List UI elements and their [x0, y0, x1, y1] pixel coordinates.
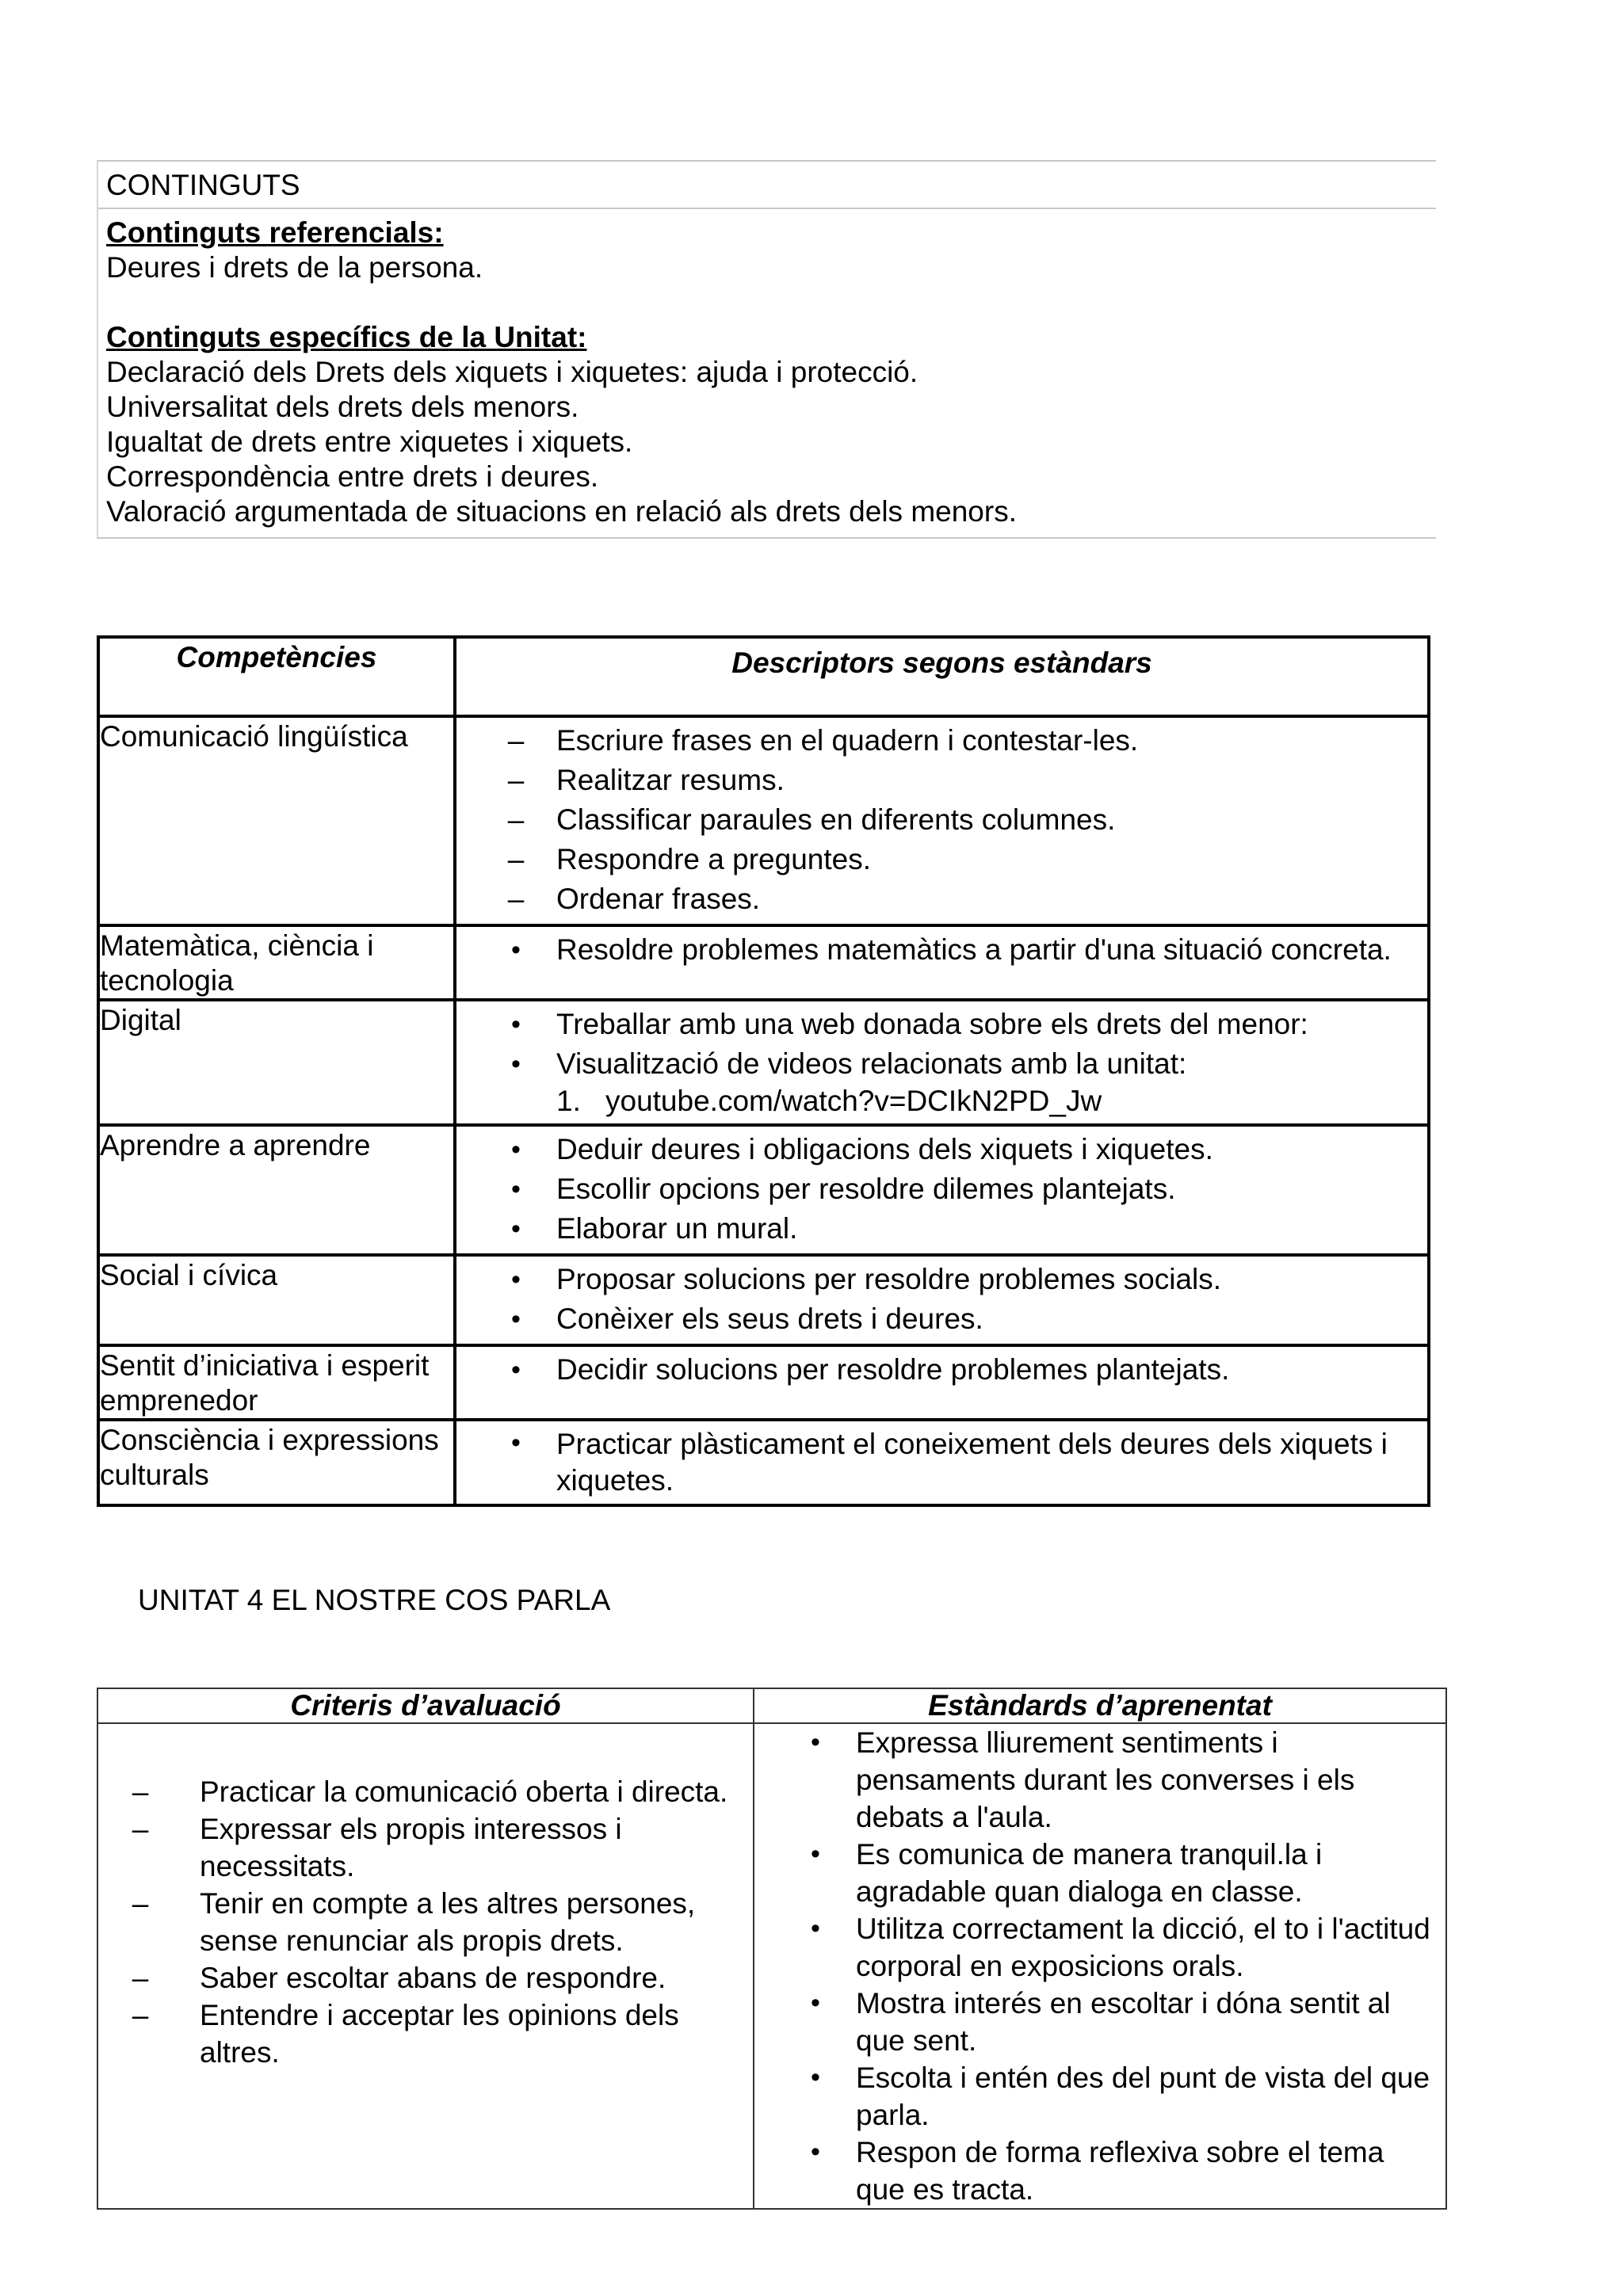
list-item: • Decidir solucions per resoldre problemes plantejats.	[456, 1350, 1427, 1390]
competence-name: Aprendre a aprendre	[98, 1125, 455, 1255]
table-row	[98, 1345, 1429, 1420]
criteris-cell	[97, 1723, 754, 2209]
bullet-marker: •	[811, 1913, 820, 1943]
bullet-marker: •	[511, 1214, 521, 1244]
descriptor-cell	[455, 925, 1429, 1000]
descriptor-cell	[455, 1000, 1429, 1125]
bullet-marker: •	[811, 2137, 820, 2167]
especific-item: Igualtat de drets entre xiquetes i xiquets.	[106, 425, 633, 458]
list-item: • Elaborar un mural.	[456, 1209, 1427, 1249]
descriptors-header: Descriptors segons estàndars	[455, 637, 1429, 716]
especifics-title: Continguts específics de la Unitat:	[106, 321, 587, 353]
bullet-marker: •	[511, 935, 521, 965]
especific-item: Universalitat dels drets dels menors.	[106, 391, 579, 423]
especific-item: Valoració argumentada de situacions en relació als drets dels menors.	[106, 495, 1017, 528]
list-item: • Deduir deures i obligacions dels xiquets i xiquetes.	[456, 1130, 1427, 1169]
descriptor-cell	[455, 1420, 1429, 1505]
dash-marker: –	[132, 1999, 149, 2031]
continguts-box	[97, 160, 1436, 539]
competencies-table	[97, 635, 1430, 1507]
list-item: • Es comunica de manera tranquil.la i agradable quan dialoga en classe.	[754, 1836, 1445, 1910]
dash-marker: –	[132, 1887, 149, 1920]
list-item: • Conèixer els seus drets i deures.	[456, 1299, 1427, 1339]
competence-name: Matemàtica, ciència i tecnologia	[98, 925, 455, 1000]
list-item: – Expressar els propis interessos i necessitats.	[98, 1810, 753, 1885]
dash-marker: –	[507, 724, 525, 757]
competence-name: Sentit d’iniciativa i esperit emprenedor	[98, 1345, 455, 1420]
dash-marker: –	[132, 1962, 149, 1994]
list-item: • Treballar amb una web donada sobre els drets del menor:	[456, 1005, 1427, 1044]
especific-item: Correspondència entre drets i deures.	[106, 460, 599, 493]
competence-name: Social i cívica	[98, 1255, 455, 1345]
bullet-marker: •	[811, 1988, 820, 2018]
continguts-body	[98, 209, 1436, 537]
competence-name: Comunicació lingüística	[98, 716, 455, 925]
dash-marker: –	[507, 764, 525, 796]
table-row	[98, 925, 1429, 1000]
descriptor-cell	[455, 1255, 1429, 1345]
list-item: – Respondre a preguntes.	[456, 840, 1427, 879]
criteria-table	[97, 1688, 1447, 2210]
competencies-header: Competències	[98, 637, 455, 716]
table-row	[98, 1255, 1429, 1345]
unit-heading: UNITAT 4 EL NOSTRE COS PARLA	[138, 1584, 611, 1616]
bullet-marker: •	[511, 1009, 521, 1039]
especific-item: Declaració dels Drets dels xiquets i xiquetes: ajuda i protecció.	[106, 356, 918, 388]
referencial-item: Deures i drets de la persona.	[106, 251, 483, 284]
referencials-title: Continguts referencials:	[106, 216, 444, 249]
continguts-header: CONTINGUTS	[98, 162, 1436, 209]
list-item: • Proposar solucions per resoldre problemes socials.	[456, 1260, 1427, 1299]
table-row	[98, 1420, 1429, 1505]
estandards-cell	[754, 1723, 1446, 2209]
list-item: – Practicar la comunicació oberta i directa.	[98, 1773, 753, 1810]
list-item: – Realitzar resums.	[456, 761, 1427, 800]
list-item: – Tenir en compte a les altres persones, sense renunciar als propis drets.	[98, 1885, 753, 1959]
list-item: • Practicar plàsticament el coneixement dels deures dels xiquets i xiquetes.	[456, 1425, 1427, 1499]
list-item: • Expressa lliurement sentiments i pensaments durant les converses i els debats a l'aula.	[754, 1724, 1445, 1836]
competence-name: Consciència i expressions culturals	[98, 1420, 455, 1505]
bullet-marker: •	[511, 1355, 521, 1385]
list-item: • Escollir opcions per resoldre dilemes plantejats.	[456, 1169, 1427, 1209]
bullet-marker: •	[511, 1264, 521, 1295]
list-item: • Respon de forma reflexiva sobre el tema que es tracta.	[754, 2134, 1445, 2208]
bullet-marker: •	[511, 1174, 521, 1204]
dash-marker: –	[507, 843, 525, 875]
bullet-marker: •	[811, 1839, 820, 1869]
descriptor-cell	[455, 716, 1429, 925]
video-link-item: 1. youtube.com/watch?v=DCIkN2PD_Jw	[556, 1085, 1102, 1117]
list-item: – Ordenar frases.	[456, 879, 1427, 919]
table-row	[98, 1000, 1429, 1125]
estandards-header: Estàndards d’aprenentat	[754, 1688, 1446, 1723]
list-item: – Entendre i acceptar les opinions dels altres.	[98, 1997, 753, 2071]
dash-marker: –	[132, 1775, 149, 1808]
bullet-marker: •	[811, 1727, 820, 1757]
table-row	[98, 1125, 1429, 1255]
video-link: youtube.com/watch?v=DCIkN2PD_Jw	[605, 1085, 1102, 1117]
list-item: – Saber escoltar abans de respondre.	[98, 1959, 753, 1997]
list-item: • Visualització de videos relacionats amb la unitat:	[456, 1044, 1427, 1084]
list-item: • Mostra interés en escoltar i dóna sentit al que sent.	[754, 1985, 1445, 2059]
list-item: • Escolta i entén des del punt de vista del que parla.	[754, 2059, 1445, 2134]
bullet-marker: •	[511, 1304, 521, 1334]
descriptor-cell	[455, 1125, 1429, 1255]
list-item: – Escriure frases en el quadern i contestar-les.	[456, 721, 1427, 761]
dash-marker: –	[507, 883, 525, 915]
bullet-marker: •	[511, 1428, 521, 1458]
bullet-marker: •	[811, 2062, 820, 2092]
competence-name: Digital	[98, 1000, 455, 1125]
descriptor-cell	[455, 1345, 1429, 1420]
list-item: – Classificar paraules en diferents columnes.	[456, 800, 1427, 840]
criteris-header: Criteris d’avaluació	[97, 1688, 754, 1723]
list-item: • Utilitza correctament la dicció, el to i l'actitud corporal en exposicions orals.	[754, 1910, 1445, 1985]
table-row	[97, 1723, 1446, 2209]
bullet-marker: •	[511, 1049, 521, 1079]
table-row	[98, 716, 1429, 925]
list-item: • Resoldre problemes matemàtics a partir d'una situació concreta.	[456, 930, 1427, 970]
table-header-row	[98, 637, 1429, 716]
table-header-row	[97, 1688, 1446, 1723]
dash-marker: –	[507, 803, 525, 836]
dash-marker: –	[132, 1813, 149, 1845]
bullet-marker: •	[511, 1135, 521, 1165]
